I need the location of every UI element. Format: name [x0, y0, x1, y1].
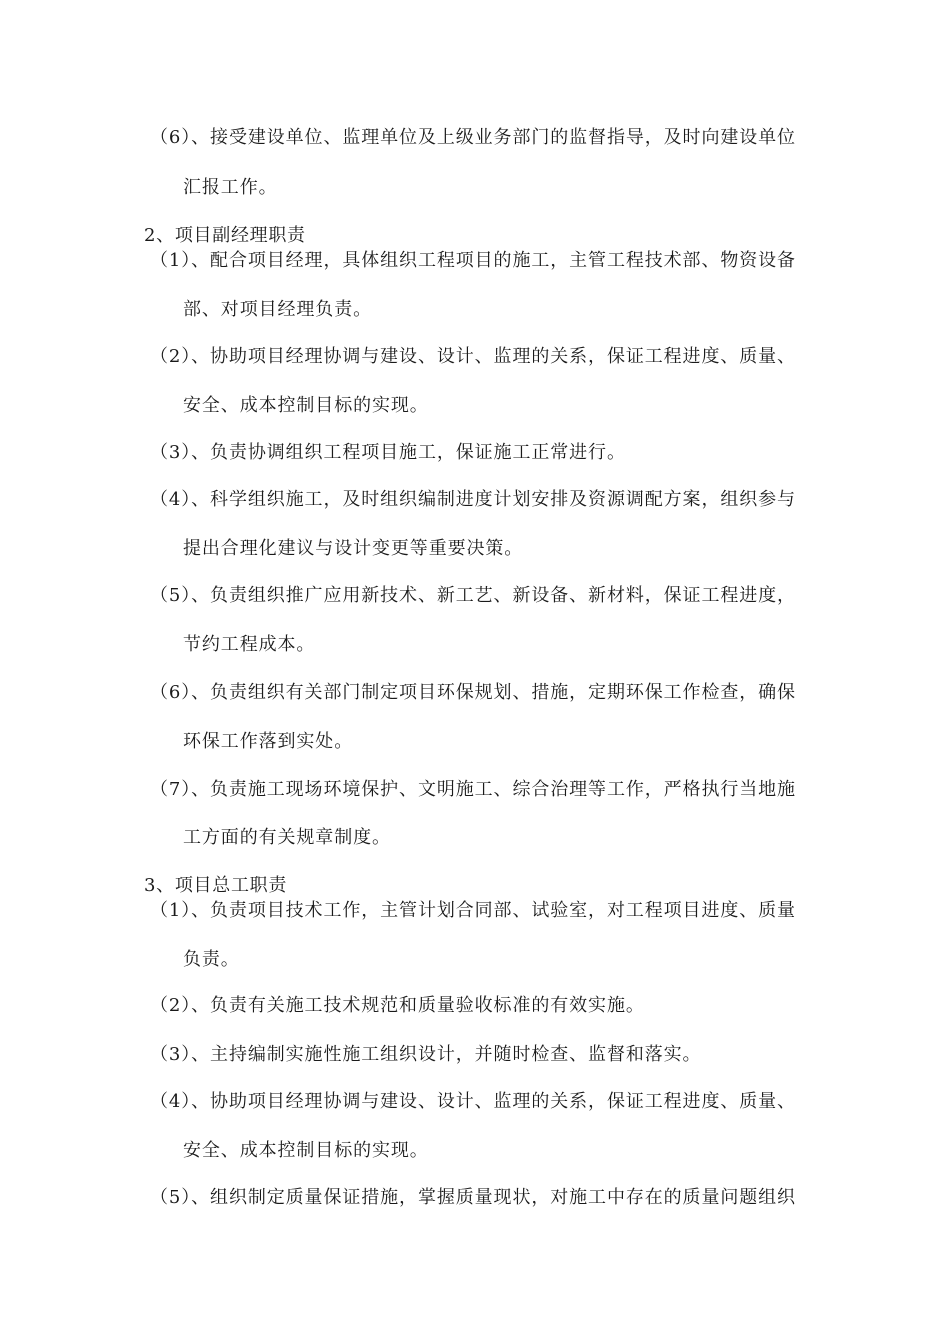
text-line: 提出合理化建议与设计变更等重要决策。	[183, 538, 524, 559]
text-line: （2）、负责有关施工技术规范和质量验收标准的有效实施。	[150, 995, 645, 1016]
text-line: 节约工程成本。	[183, 634, 316, 655]
text-line: （6）、负责组织有关部门制定项目环保规划、措施，定期环保工作检查，确保	[150, 682, 796, 703]
text-line: 汇报工作。	[183, 177, 278, 198]
text-line: （1）、负责项目技术工作，主管计划合同部、试验室，对工程项目进度、质量	[150, 900, 796, 921]
text-line: （3）、负责协调组织工程项目施工，保证施工正常进行。	[150, 442, 626, 463]
text-line: 工方面的有关规章制度。	[183, 827, 391, 848]
text-line: 安全、成本控制目标的实现。	[183, 1140, 429, 1161]
text-line: （5）、负责组织推广应用新技术、新工艺、新设备、新材料，保证工程进度，	[150, 585, 796, 606]
text-line: （4）、科学组织施工，及时组织编制进度计划安排及资源调配方案，组织参与	[150, 489, 796, 510]
text-line: （4）、协助项目经理协调与建设、设计、监理的关系，保证工程进度、质量、	[150, 1091, 796, 1112]
text-line: （3）、主持编制实施性施工组织设计，并随时检查、监督和落实。	[150, 1044, 702, 1065]
text-line: （5）、组织制定质量保证措施，掌握质量现状，对施工中存在的质量问题组织	[150, 1187, 796, 1208]
text-line: （6）、接受建设单位、监理单位及上级业务部门的监督指导，及时向建设单位	[150, 127, 796, 148]
section-heading: 3、项目总工职责	[144, 875, 288, 896]
text-line: 部、对项目经理负责。	[183, 299, 372, 320]
text-line: （1）、配合项目经理，具体组织工程项目的施工，主管工程技术部、物资设备	[150, 250, 796, 271]
text-line: 负责。	[183, 949, 240, 970]
text-line: 环保工作落到实处。	[183, 731, 354, 752]
text-line: （2）、协助项目经理协调与建设、设计、监理的关系，保证工程进度、质量、	[150, 346, 796, 367]
section-heading: 2、项目副经理职责	[144, 225, 306, 246]
text-line: 安全、成本控制目标的实现。	[183, 395, 429, 416]
text-line: （7）、负责施工现场环境保护、文明施工、综合治理等工作，严格执行当地施	[150, 779, 796, 800]
